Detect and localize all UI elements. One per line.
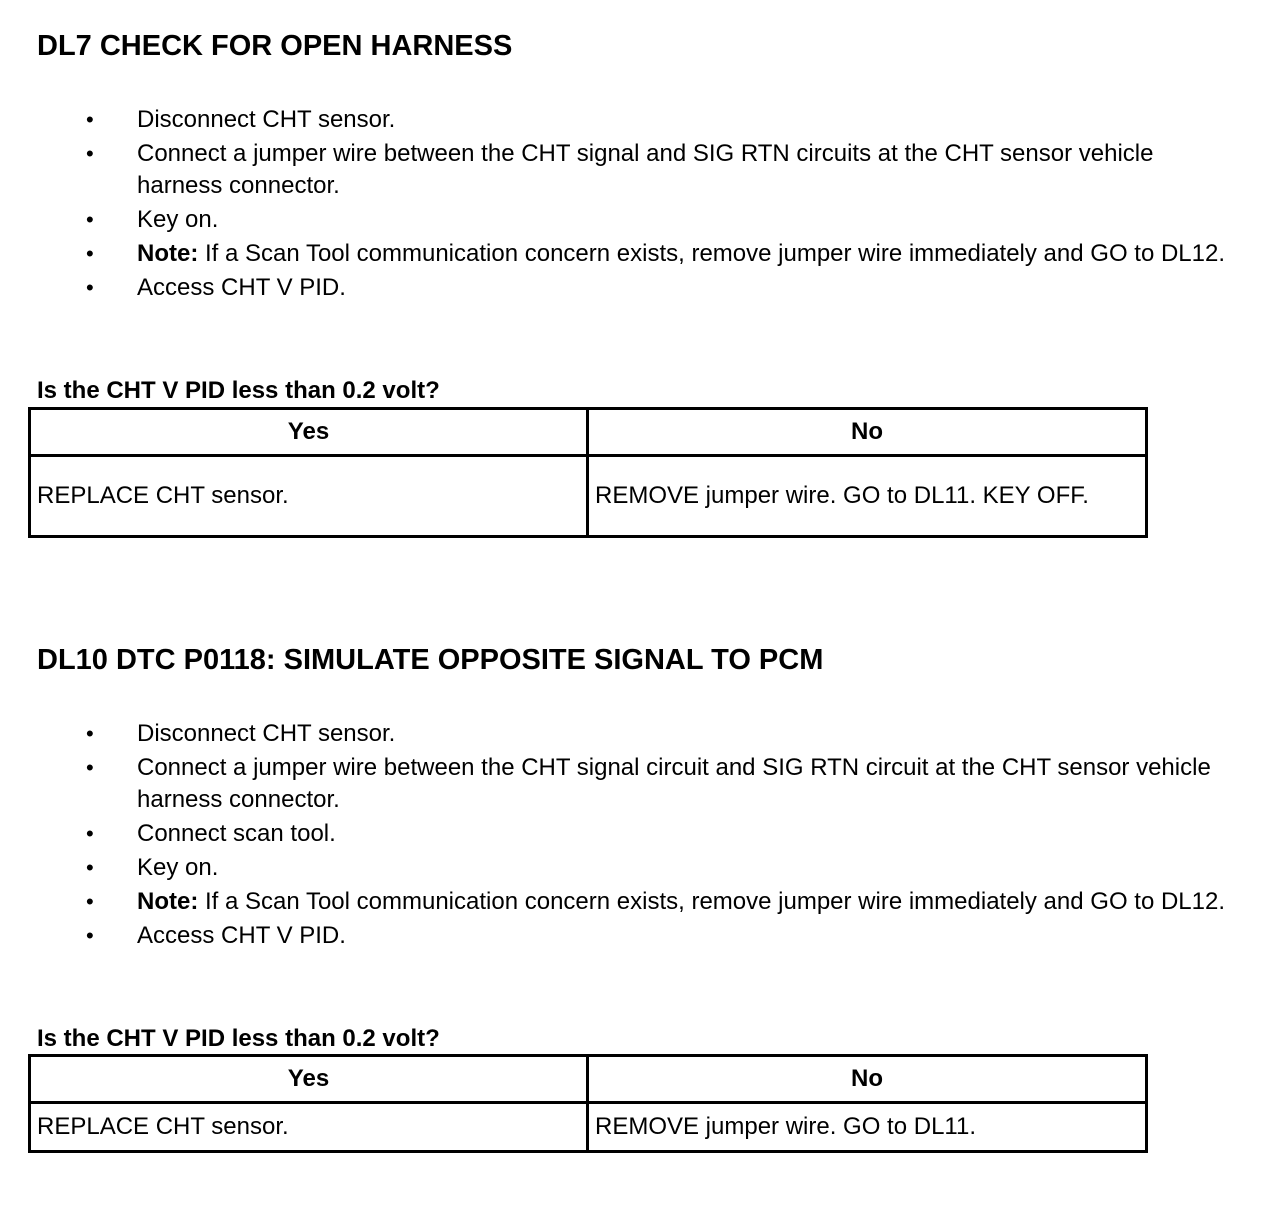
note-label: Note: bbox=[137, 888, 199, 915]
cell-yes: REPLACE CHT sensor. bbox=[30, 1103, 588, 1152]
table-row bbox=[30, 1103, 1147, 1152]
question-text: Is the CHT V PID less than 0.2 volt? bbox=[37, 377, 440, 404]
step-item bbox=[0, 718, 1260, 750]
step-item-note bbox=[0, 238, 1260, 270]
section-title: DL7 CHECK FOR OPEN HARNESS bbox=[37, 30, 513, 62]
header-yes: Yes bbox=[30, 1056, 588, 1103]
step-text: Access CHT V PID. bbox=[137, 274, 346, 301]
step-item-note bbox=[0, 886, 1260, 918]
step-item bbox=[0, 818, 1260, 850]
header-no: No bbox=[588, 1056, 1147, 1103]
step-item bbox=[0, 138, 1260, 202]
step-item bbox=[0, 104, 1260, 136]
step-text: Disconnect CHT sensor. bbox=[137, 720, 396, 747]
step-text: Access CHT V PID. bbox=[137, 922, 346, 949]
step-text: If a Scan Tool communication concern exists, remove jumper wire immediately and GO to DL12. bbox=[205, 240, 1225, 267]
step-text: If a Scan Tool communication concern exists, remove jumper wire immediately and GO to DL12. bbox=[205, 888, 1225, 915]
step-text: Disconnect CHT sensor. bbox=[137, 106, 396, 133]
step-text: Key on. bbox=[137, 206, 219, 233]
answer-table bbox=[28, 1054, 1148, 1153]
header-yes: Yes bbox=[30, 409, 588, 456]
cell-yes: REPLACE CHT sensor. bbox=[30, 456, 588, 537]
cell-no: REMOVE jumper wire. GO to DL11. bbox=[588, 1103, 1147, 1152]
step-text: Connect a jumper wire between the CHT signal circuit and SIG RTN circuit at the CHT sensor vehicle harness connector. bbox=[137, 754, 1211, 813]
step-item bbox=[0, 752, 1260, 816]
table-header-row bbox=[30, 1056, 1147, 1103]
step-list bbox=[0, 718, 1260, 954]
header-no: No bbox=[588, 409, 1147, 456]
step-item bbox=[0, 272, 1260, 304]
step-list bbox=[0, 104, 1260, 306]
step-item bbox=[0, 920, 1260, 952]
cell-no: REMOVE jumper wire. GO to DL11. KEY OFF. bbox=[588, 456, 1147, 537]
step-text: Connect scan tool. bbox=[137, 820, 336, 847]
section-title: DL10 DTC P0118: SIMULATE OPPOSITE SIGNAL TO PCM bbox=[37, 644, 824, 676]
note-label: Note: bbox=[137, 240, 199, 267]
step-item bbox=[0, 204, 1260, 236]
step-item bbox=[0, 852, 1260, 884]
answer-table bbox=[28, 407, 1148, 538]
table-row bbox=[30, 456, 1147, 537]
table-header-row bbox=[30, 409, 1147, 456]
question-text: Is the CHT V PID less than 0.2 volt? bbox=[37, 1025, 440, 1052]
step-text: Key on. bbox=[137, 854, 219, 881]
step-text: Connect a jumper wire between the CHT signal and SIG RTN circuits at the CHT sensor vehicle harness connector. bbox=[137, 140, 1154, 199]
